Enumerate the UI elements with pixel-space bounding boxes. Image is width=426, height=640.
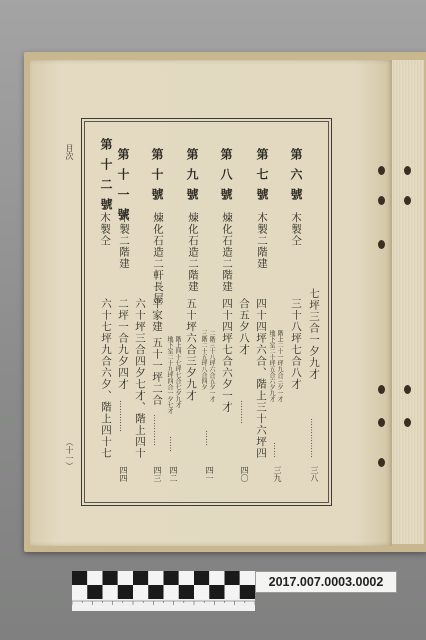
- ruler-square: [209, 571, 224, 585]
- entry-dots: ……: [168, 436, 177, 452]
- ruler-square: [225, 585, 240, 599]
- entry-number: 第九號: [185, 148, 199, 208]
- frame-label: 目次: [65, 144, 74, 160]
- entry-area-continued: 合五夕八才: [238, 298, 250, 356]
- entry-type: 煉化石造二階建: [221, 212, 233, 293]
- ruler-square: [118, 571, 133, 585]
- entry-number: 第七號: [255, 148, 269, 208]
- ruler-square: [103, 571, 118, 585]
- ruler-square: [194, 571, 209, 585]
- page-number: （十一）: [65, 438, 74, 470]
- page-edge: [392, 60, 424, 544]
- ruler-square: [133, 571, 148, 585]
- entry-number: 第十一號: [116, 148, 130, 228]
- entry-type: 木製二階建: [256, 212, 268, 270]
- entry-dots: …………: [152, 414, 161, 446]
- ruler-square: [164, 571, 179, 585]
- ruler-square: [179, 571, 194, 585]
- binding-hole: [378, 418, 385, 427]
- ruler-square: [240, 571, 255, 585]
- entry-page: 三八: [310, 466, 319, 482]
- ruler-square: [194, 585, 209, 599]
- ruler-square: [72, 585, 87, 599]
- binding-hole: [404, 418, 411, 427]
- entry-area: 六十七坪九合六夕、階上四十七: [100, 298, 112, 459]
- entry-dots: …………: [118, 400, 127, 432]
- ruler-pattern: [72, 571, 255, 611]
- entry-type: 木製二階建: [118, 212, 130, 270]
- entry-note: 地下室二十九坪四合一夕七才: [166, 336, 173, 414]
- entry-page: 四四: [119, 466, 128, 482]
- entry-dots: ……: [204, 430, 213, 446]
- entry-area: 六十坪三合四夕七才、階上四十: [134, 298, 146, 459]
- ruler-square: [148, 571, 163, 585]
- scale-ruler: [72, 571, 255, 611]
- ruler-square: [72, 571, 87, 585]
- binding-hole: [378, 385, 385, 394]
- entry-area: 七坪三合一夕九才: [308, 288, 320, 380]
- entry-page: 四三: [153, 466, 162, 482]
- catalog-number-tag: 2017.007.0003.0002: [255, 571, 397, 593]
- entry-number: 第六號: [289, 148, 303, 208]
- entry-type: 木製仝: [99, 212, 111, 247]
- entry-type: 煉化石造二階建: [187, 212, 199, 293]
- ruler-square: [209, 585, 224, 599]
- binding-hole: [378, 240, 385, 249]
- binding-hole: [404, 196, 411, 205]
- binding-hole: [378, 166, 385, 175]
- entry-page: 四一: [205, 466, 214, 482]
- entry-number: 第八號: [219, 148, 233, 208]
- entry-page: 四二: [169, 466, 178, 482]
- entry-page: 三九: [273, 466, 282, 482]
- ruler-square: [103, 585, 118, 599]
- entry-note: 地下室二十坪五合六夕九才: [268, 330, 275, 402]
- binding-hole: [378, 458, 385, 467]
- binding-hole: [404, 385, 411, 394]
- entry-dots: ……: [272, 442, 281, 458]
- ruler-square: [118, 585, 133, 599]
- entry-note: 階上二十一坪九合三夕一才: [276, 330, 283, 402]
- ruler-square: [240, 585, 255, 599]
- ruler-square: [164, 585, 179, 599]
- entry-number: 第十二號: [99, 138, 113, 218]
- ruler-square: [133, 585, 148, 599]
- ruler-square: [179, 585, 194, 599]
- ruler-square: [225, 571, 240, 585]
- binding-hole: [404, 166, 411, 175]
- binding-hole: [378, 196, 385, 205]
- entry-area: 五十坪六合三夕九才: [185, 298, 197, 402]
- entry-note: 三階二十五坪八合四夕: [200, 330, 207, 390]
- ruler-square: [87, 585, 102, 599]
- entry-page: 四〇: [240, 466, 249, 482]
- entry-dots: ………: [239, 400, 248, 424]
- entry-note: 二階三十八坪六合五夕一才: [208, 330, 215, 402]
- entry-note: 階上四十七坪七合七夕九才: [174, 336, 181, 408]
- entry-area: 平家建 五十一坪二合: [151, 298, 163, 406]
- ruler-square: [148, 585, 163, 599]
- entry-area: 四十四坪六合、階上三十六坪四: [255, 298, 267, 459]
- entry-area: 四十四坪七合六夕一才: [221, 298, 233, 413]
- entry-area: 三十八坪七合八才: [290, 298, 302, 390]
- ruler-square: [87, 571, 102, 585]
- entry-dots: ……………: [309, 418, 318, 458]
- entry-type: 煉化石造二軒長屋: [152, 212, 164, 304]
- entry-area-continued: 二坪一合九夕四才: [117, 298, 129, 390]
- entry-type: 木製仝: [290, 212, 302, 247]
- entry-number: 第十號: [150, 148, 164, 208]
